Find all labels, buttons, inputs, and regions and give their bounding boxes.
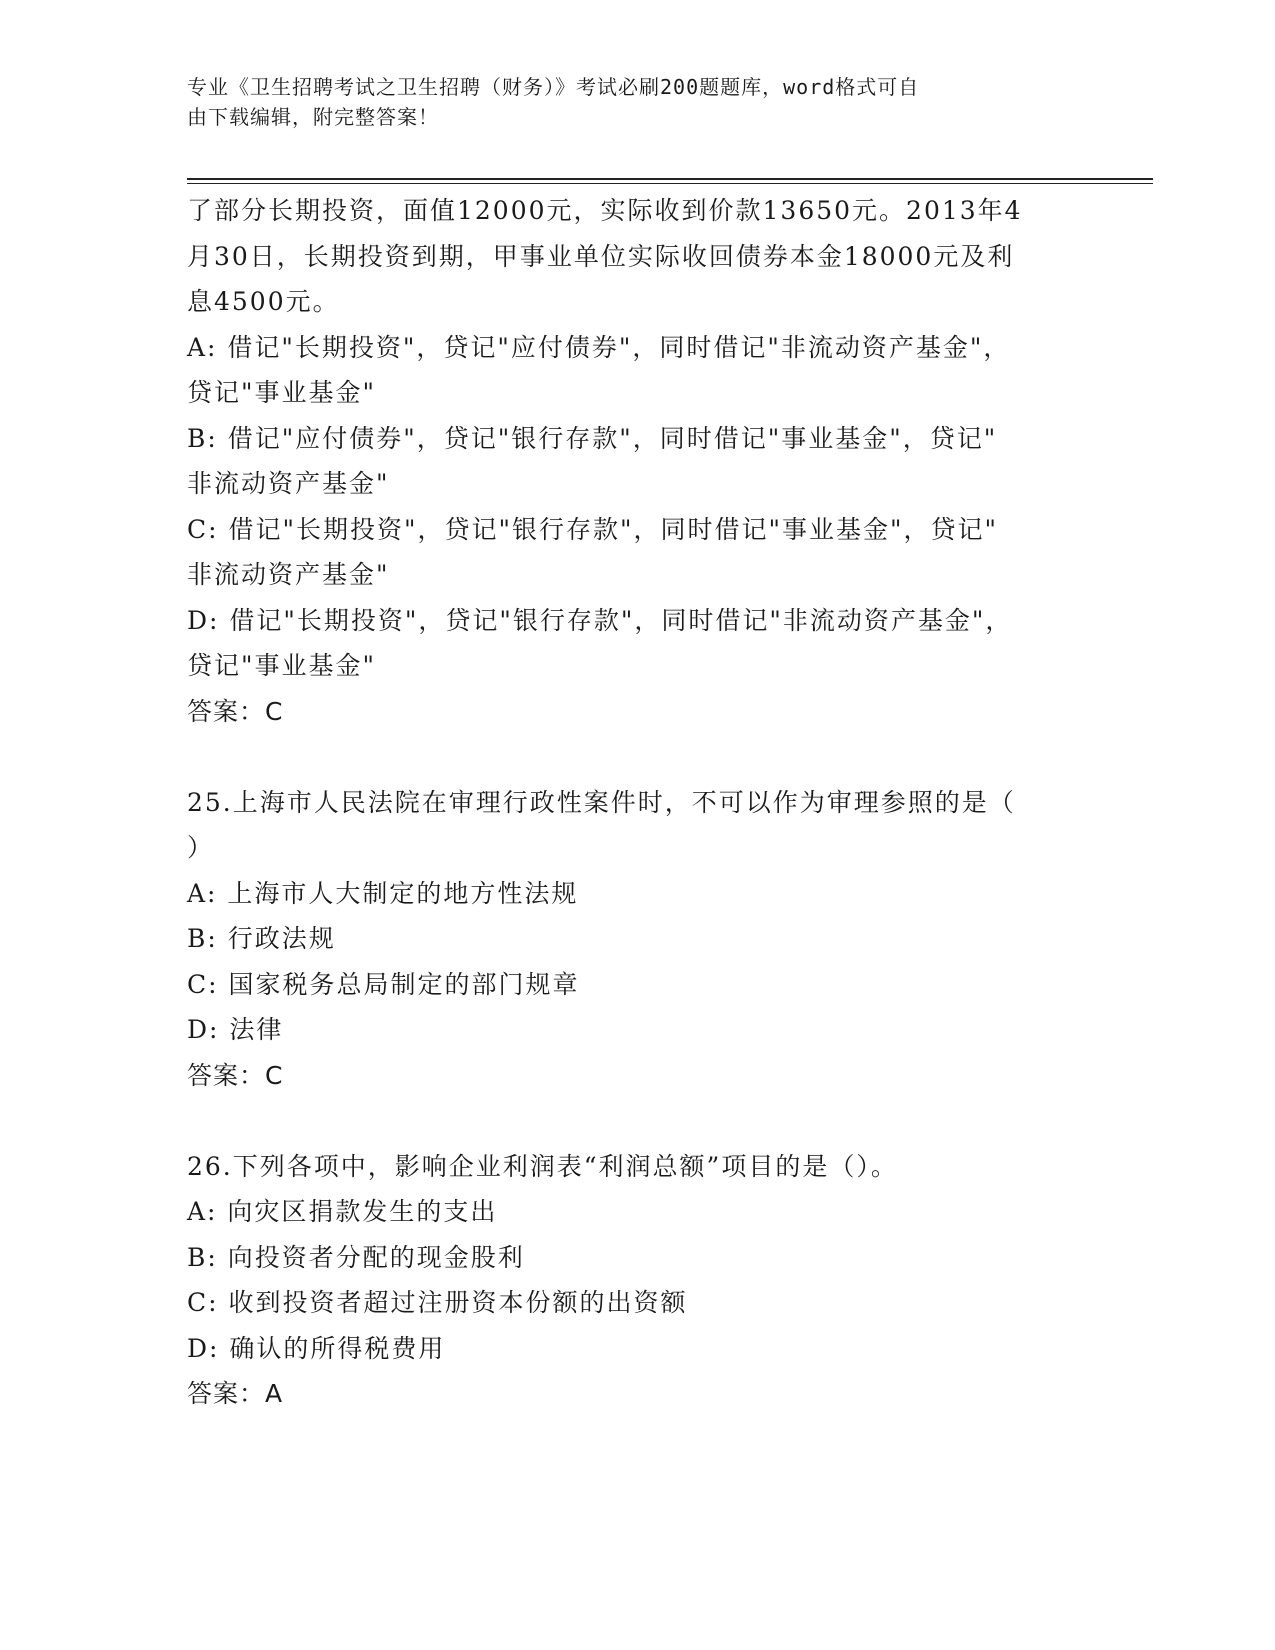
header-divider-thick <box>187 178 1153 180</box>
option-c: C: 国家税务总局制定的部门规章 <box>187 969 580 999</box>
option-b: B: 行政法规 <box>187 924 336 953</box>
option-a: A: 借记"长期投资"，贷记"应付债券"，同时借记"非流动资产基金"， <box>187 332 1011 362</box>
document-body <box>187 188 1077 1417</box>
question-24 <box>187 188 1077 734</box>
option-c: C: 收到投资者超过注册资本份额的出资额 <box>187 1288 688 1317</box>
answer-label: 答案：A <box>187 1379 284 1408</box>
option-d: D: 法律 <box>187 1015 284 1044</box>
header-divider-thin <box>187 183 1153 184</box>
header-line-1: 专业《卫生招聘考试之卫生招聘（财务）》考试必刷200题题库，word格式可自 <box>187 75 920 99</box>
question-stem-line: 息4500元。 <box>187 287 340 316</box>
option-a-continued: 贷记"事业基金" <box>187 378 376 407</box>
question-stem-line: 月30日，长期投资到期，甲事业单位实际收回债券本金18000元及利 <box>187 241 1015 271</box>
question-stem-line: 25.上海市人民法院在审理行政性案件时，不可以作为审理参照的是（ <box>187 787 1016 817</box>
option-b-continued: 非流动资产基金" <box>187 469 390 498</box>
question-stem-line: ） <box>187 833 215 862</box>
option-a: A: 向灾区捐款发生的支出 <box>187 1197 498 1226</box>
question-stem: 26.下列各项中，影响企业利润表“利润总额”项目的是（）。 <box>187 1151 898 1181</box>
option-c-continued: 非流动资产基金" <box>187 560 390 589</box>
option-a: A: 上海市人大制定的地方性法规 <box>187 878 579 908</box>
option-d: D: 确认的所得税费用 <box>187 1333 446 1363</box>
answer-label: 答案：C <box>187 1060 284 1090</box>
spacer <box>187 734 1077 780</box>
document-header <box>187 72 1067 132</box>
question-26 <box>187 1144 1077 1417</box>
option-d-continued: 贷记"事业基金" <box>187 651 376 680</box>
option-d: D: 借记"长期投资"，贷记"银行存款"，同时借记"非流动资产基金"， <box>187 605 1013 635</box>
option-c: C: 借记"长期投资"，贷记"银行存款"，同时借记"事业基金"，贷记" <box>187 514 998 544</box>
question-25 <box>187 780 1077 1099</box>
header-line-2: 由下载编辑，附完整答案！ <box>187 105 439 129</box>
option-b: B: 向投资者分配的现金股利 <box>187 1242 525 1272</box>
question-stem-line: 了部分长期投资，面值12000元，实际收到价款13650元。2013年4 <box>187 196 1023 225</box>
option-b: B: 借记"应付债券"，贷记"银行存款"，同时借记"事业基金"，贷记" <box>187 423 998 453</box>
answer-label: 答案：C <box>187 696 284 726</box>
spacer <box>187 1098 1077 1144</box>
